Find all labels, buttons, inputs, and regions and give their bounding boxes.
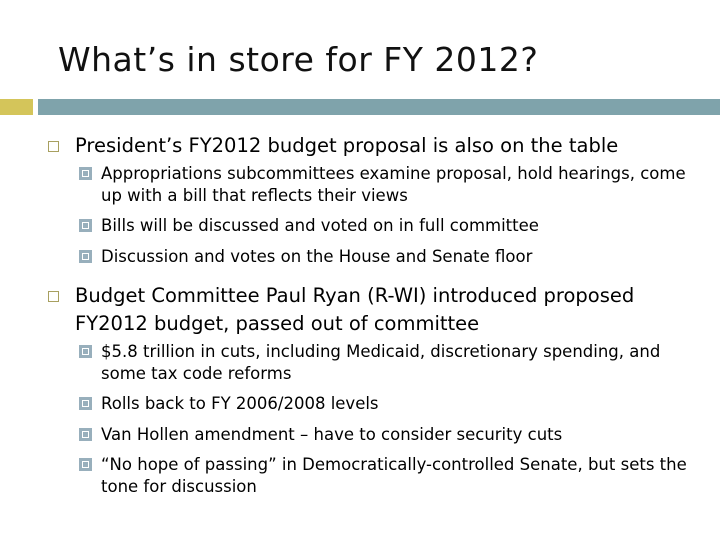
sub-bullet	[75, 163, 708, 206]
bullet-text: President’s FY2012 budget proposal is also on the table	[75, 134, 619, 157]
sub-bullet	[75, 215, 708, 237]
filled-square-bullet-icon	[79, 167, 92, 180]
square-bullet-icon	[48, 141, 59, 152]
filled-square-bullet-icon	[79, 428, 92, 441]
filled-square-bullet-icon	[79, 250, 92, 263]
sub-bullet	[75, 341, 708, 384]
filled-square-bullet-icon	[79, 219, 92, 232]
sub-bullet-text: Discussion and votes on the House and Senate floor	[101, 246, 533, 266]
sub-bullet	[75, 393, 708, 415]
title-rule-bar	[38, 99, 720, 115]
slide-content	[48, 132, 708, 506]
sub-bullet-text: Van Hollen amendment – have to consider security cuts	[101, 424, 563, 444]
bullet-ryan-budget	[48, 282, 708, 338]
sub-bullet-list	[75, 163, 708, 267]
sub-bullet-list	[75, 341, 708, 497]
sub-bullet-text: Appropriations subcommittees examine proposal, hold hearings, come up with a bill that reflects their views	[101, 164, 686, 205]
square-bullet-icon	[48, 291, 59, 302]
sub-bullet-text: Rolls back to FY 2006/2008 levels	[101, 394, 379, 413]
sub-bullet-text: $5.8 trillion in cuts, including Medicaid, discretionary spending, and some tax code reforms	[101, 342, 661, 383]
sub-bullet	[75, 246, 708, 268]
title-accent-bar	[0, 99, 33, 115]
filled-square-bullet-icon	[79, 458, 92, 471]
slide-title: What’s in store for FY 2012?	[58, 40, 539, 79]
filled-square-bullet-icon	[79, 397, 92, 410]
sub-bullet	[75, 454, 708, 497]
sub-bullet-text: Bills will be discussed and voted on in full committee	[101, 216, 539, 235]
bullet-budget-proposal	[48, 132, 708, 160]
bullet-text: Budget Committee Paul Ryan (R-WI) introduced proposed FY2012 budget, passed out of committee	[75, 284, 635, 335]
sub-bullet-text: “No hope of passing” in Democratically-controlled Senate, but sets the tone for discussion	[101, 455, 687, 496]
sub-bullet	[75, 424, 708, 446]
filled-square-bullet-icon	[79, 345, 92, 358]
